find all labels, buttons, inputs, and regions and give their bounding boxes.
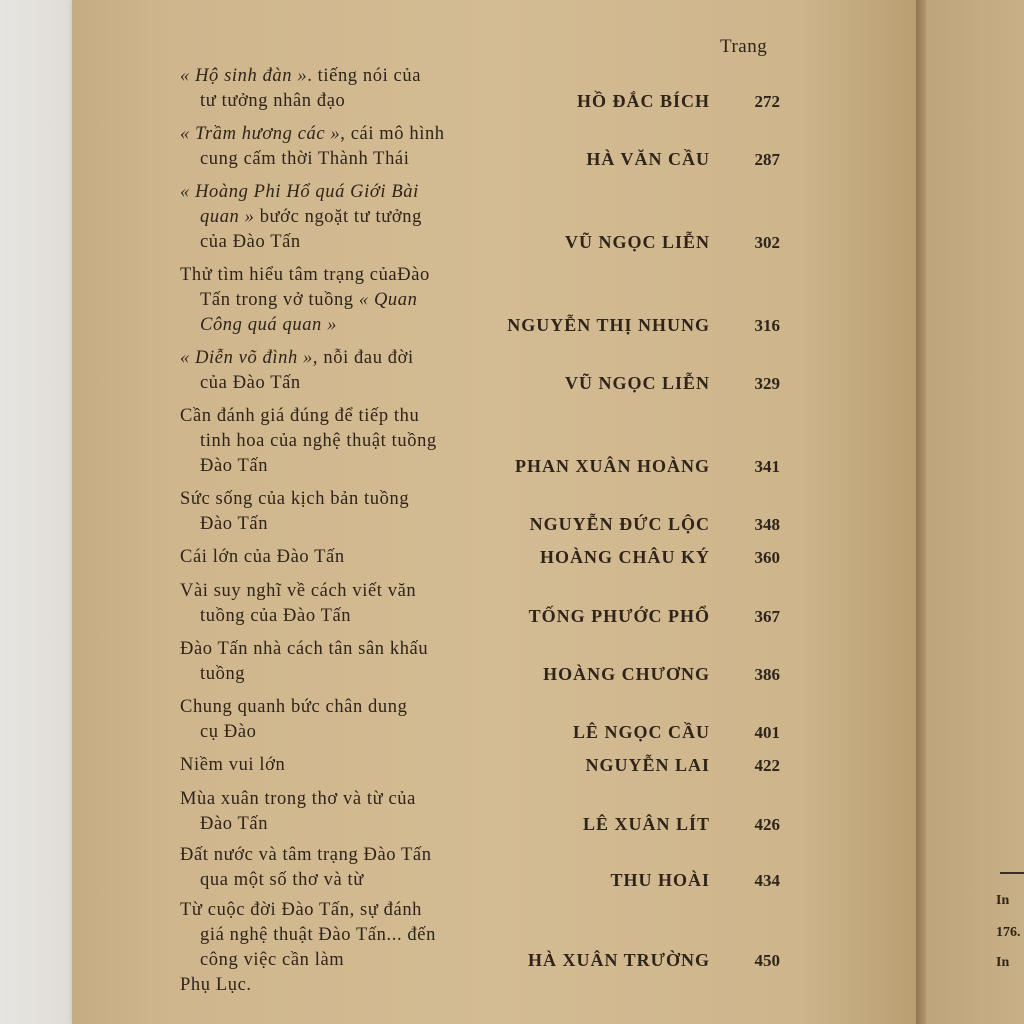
title-segment: cụ Đào [200,722,257,742]
title-segment: Đất nước và tâm trạng Đào Tấn [180,845,432,865]
toc-entry [180,843,780,893]
title-segment: Cần đánh giá đúng để tiếp thu [180,406,420,426]
title-segment: , nỗi đau đời [312,348,414,368]
title-segment: tuồng của Đào Tấn [200,606,352,626]
title-segment: quan » [200,207,255,227]
toc-entry-author: TỐNG PHƯỚC PHỔ [528,606,710,626]
toc-entry [180,973,780,998]
title-segment: Niềm vui lớn [180,755,286,775]
toc-entry [180,263,780,338]
toc-entry-author: HÀ XUÂN TRƯỜNG [527,950,710,970]
title-segment: Sức sống của kịch bản tuồng [180,489,410,509]
title-segment: . tiếng nói của [307,66,422,86]
toc-entry-title-line [180,898,780,923]
toc-entry-page-number: 450 [754,951,780,970]
toc-entry [180,637,780,687]
toc-entry-page-number: 386 [754,665,780,684]
toc-entry-author: HOÀNG CHƯƠNG [543,664,710,684]
toc-entry-title-line [180,695,780,720]
toc-entry-author: THU HOÀI [610,870,710,890]
title-segment: Đào Tấn [200,514,269,534]
toc-entry-author: NGUYỄN THỊ NHUNG [507,315,710,335]
title-segment: Tấn trong vở tuồng [200,290,359,310]
toc-entry-author: LÊ NGỌC CẦU [572,722,710,742]
toc-entry-title-line [180,404,780,429]
title-segment: « Quan [358,290,418,310]
toc-entry [180,579,780,629]
title-segment: công việc cần làm [200,950,345,970]
title-segment: « Hoàng Phi Hổ quá Giới Bài [180,182,419,202]
toc-entry-page-number: 422 [754,756,780,775]
title-segment: « Trầm hương các » [180,124,341,144]
toc-entry-author: VŨ NGỌC LIỄN [564,373,710,393]
title-segment: tư tưởng nhân đạo [200,91,346,111]
toc-entry-page-number: 367 [754,607,780,626]
colophon-text-1: In [996,893,1010,908]
toc-entry [180,695,780,745]
title-segment: tinh hoa của nghệ thuật tuồng [200,431,437,451]
toc-entry-title-line [180,923,780,948]
toc-entry [180,753,780,778]
title-segment: « Hộ sinh đàn » [180,66,308,86]
title-segment: Đào Tấn [200,814,269,834]
toc-entry-title-line [180,973,780,998]
toc-entry-author: NGUYỄN ĐỨC LỘC [529,514,710,534]
title-segment: của Đào Tấn [200,232,301,252]
toc-entry-page-number: 434 [754,871,780,890]
toc-entry-page-number: 316 [754,316,780,335]
title-segment: Đào Tấn [200,456,269,476]
title-segment: Vài suy nghĩ về cách viết văn [180,581,417,601]
toc-entry-title-line [180,122,780,147]
title-segment: Mùa xuân trong thơ và từ của [180,789,416,809]
page-column-header: Trang [720,36,768,57]
title-segment: Đào Tấn nhà cách tân sân khấu [180,639,429,659]
colophon-rule [1000,872,1024,874]
toc-entry-page-number: 401 [754,723,780,742]
title-segment: qua một số thơ và từ [200,870,364,890]
toc-entry-page-number: 348 [754,515,780,534]
title-segment: « Diễn võ đình » [180,348,313,368]
toc-entry-title-line [180,429,780,454]
toc-entry-title-line [180,487,780,512]
toc-entry [180,64,780,114]
toc-entry-title-line [180,579,780,604]
toc-entry-author: HỒ ĐẮC BÍCH [576,91,710,111]
title-segment: của Đào Tấn [200,373,301,393]
book-spine [916,0,926,1024]
title-segment: cung cấm thời Thành Thái [200,149,410,169]
toc-entry-title-line [180,180,780,205]
title-segment: giá nghệ thuật Đào Tấn... đến [200,925,436,945]
toc-entry-title-line [180,263,780,288]
toc-entry-title-line [180,288,780,313]
title-segment: Phụ Lục. [180,975,252,995]
toc-entry-page-number: 426 [754,815,780,834]
colophon-text-3: In [996,955,1010,970]
toc-entry [180,404,780,479]
title-segment: Công quá quan » [200,315,337,335]
colophon-text-2: 176. [996,925,1021,940]
toc-entry [180,545,780,570]
toc-entry-page-number: 329 [754,374,780,393]
toc-entry-page-number: 287 [754,150,780,169]
toc-entry-author: LÊ XUÂN LÍT [582,814,710,834]
title-segment: , cái mô hình [340,124,445,144]
toc-entry-page-number: 272 [754,92,780,111]
title-segment: Cái lớn của Đào Tấn [180,547,345,567]
toc-entry-title-line [180,64,780,89]
toc-entry-title-line [180,787,780,812]
toc-entry [180,122,780,172]
toc-entry-title-line [180,843,780,868]
toc-entry [180,346,780,396]
toc-entry-page-number: 360 [754,548,780,567]
toc-entry-author: HOÀNG CHÂU KÝ [540,547,710,567]
toc-entry-page-number: 341 [754,457,780,476]
book-page-right [926,0,1024,1024]
toc-entry [180,898,780,973]
toc-entry-title-line [180,637,780,662]
toc-entry [180,487,780,537]
toc-entry-title-line [180,205,780,230]
title-segment: Thử tìm hiểu tâm trạng củaĐào [180,265,430,285]
title-segment: Từ cuộc đời Đào Tấn, sự đánh [180,900,423,920]
title-segment: bước ngoặt tư tưởng [254,207,422,227]
title-segment: tuồng [200,664,246,684]
toc-entry-author: NGUYỄN LAI [585,755,710,775]
toc-entry-title-line [180,346,780,371]
toc-entry-author: VŨ NGỌC LIỄN [564,232,710,252]
toc-entry [180,787,780,837]
toc-entry-author: PHAN XUÂN HOÀNG [515,456,710,476]
toc-entry [180,180,780,255]
toc-entry-author: HÀ VĂN CẦU [586,149,710,169]
toc-entry-page-number: 302 [754,233,780,252]
title-segment: Chung quanh bức chân dung [180,697,408,717]
